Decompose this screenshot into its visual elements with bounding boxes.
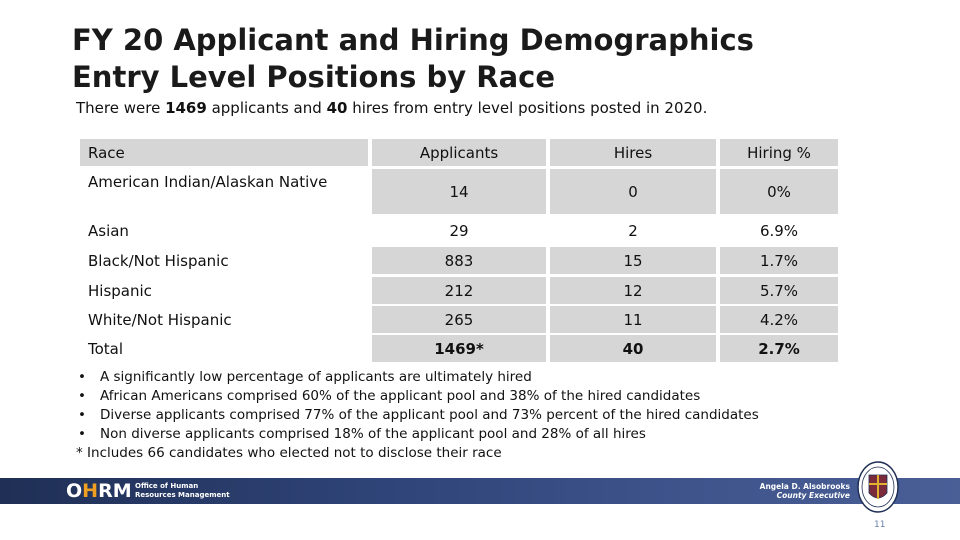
row-applicants: 265 (372, 306, 546, 333)
row-hiring-pct-total: 2.7% (720, 335, 838, 362)
row-hires: 0 (550, 169, 716, 214)
row-hiring-pct: 1.7% (720, 247, 838, 274)
list-item: • A significantly low percentage of applicants are ultimately hired (78, 369, 532, 385)
row-applicants-total: 1469* (372, 335, 546, 362)
page-number: 11 (874, 520, 886, 530)
row-race: Black/Not Hispanic (88, 251, 229, 270)
row-hiring-pct: 4.2% (720, 306, 838, 333)
bullet-list (76, 368, 759, 463)
bullet-text: Diverse applicants comprised 77% of the applicant pool and 73% percent of the hired candidates (100, 407, 759, 423)
header-race: Race (80, 139, 368, 166)
row-hires: 11 (550, 306, 716, 333)
row-applicants: 14 (372, 169, 546, 214)
summary-middle: applicants and (206, 99, 327, 117)
row-hires: 12 (550, 277, 716, 304)
slide-title (72, 22, 892, 96)
list-item: • Diverse applicants comprised 77% of the applicant pool and 73% percent of the hired candidates (78, 407, 759, 423)
logo-rm: RM (98, 480, 132, 502)
title-line-2: Entry Level Positions by Race (72, 60, 556, 94)
bullet-text: Non diverse applicants comprised 18% of the applicant pool and 28% of all hires (100, 426, 646, 442)
logo-o: O (66, 480, 83, 502)
row-race: Hispanic (88, 281, 152, 300)
title-line-1: FY 20 Applicant and Hiring Demographics (72, 23, 754, 57)
exec-name: Angela D. Alsobrooks (759, 482, 850, 491)
header-hires: Hires (550, 139, 716, 166)
summary-suffix: hires from entry level positions posted in 2020. (347, 99, 708, 117)
footer-bar (0, 478, 960, 504)
summary-text (76, 99, 707, 117)
row-applicants: 212 (372, 277, 546, 304)
row-race-total: Total (88, 339, 124, 358)
logo-h: H (82, 480, 99, 502)
county-seal-icon (857, 461, 899, 513)
header-applicants: Applicants (372, 139, 546, 166)
row-race: White/Not Hispanic (88, 310, 232, 329)
race-table (80, 139, 840, 363)
row-hiring-pct: 5.7% (720, 277, 838, 304)
list-item: • African Americans comprised 60% of the applicant pool and 38% of the hired candidates (78, 388, 701, 404)
office-line-1: Office of Human (135, 482, 199, 490)
footnote: * Includes 66 candidates who elected not to disclose their race (76, 445, 502, 461)
row-race: American Indian/Alaskan Native (88, 173, 328, 191)
row-applicants: 883 (372, 247, 546, 274)
bullet-text: African Americans comprised 60% of the applicant pool and 38% of the hired candidates (100, 388, 701, 404)
row-applicants: 29 (449, 222, 469, 240)
exec-title: County Executive (776, 491, 850, 500)
row-hiring-pct: 0% (720, 169, 838, 214)
office-line-2: Resources Management (135, 491, 230, 499)
summary-applicants: 1469 (165, 99, 207, 117)
county-executive (740, 482, 850, 500)
row-hires-total: 40 (550, 335, 716, 362)
office-name (135, 482, 230, 500)
header-hiring-pct: Hiring % (720, 139, 838, 166)
summary-prefix: There were (76, 99, 166, 117)
list-item: • Non diverse applicants comprised 18% of the applicant pool and 28% of all hires (78, 426, 646, 442)
bullet-text: A significantly low percentage of applicants are ultimately hired (100, 369, 532, 385)
row-hiring-pct: 6.9% (759, 222, 799, 240)
summary-hires: 40 (326, 99, 348, 117)
row-hires: 15 (550, 247, 716, 274)
row-hires: 2 (628, 222, 638, 240)
ohrm-logo (66, 480, 132, 502)
row-race: Asian (88, 222, 129, 240)
